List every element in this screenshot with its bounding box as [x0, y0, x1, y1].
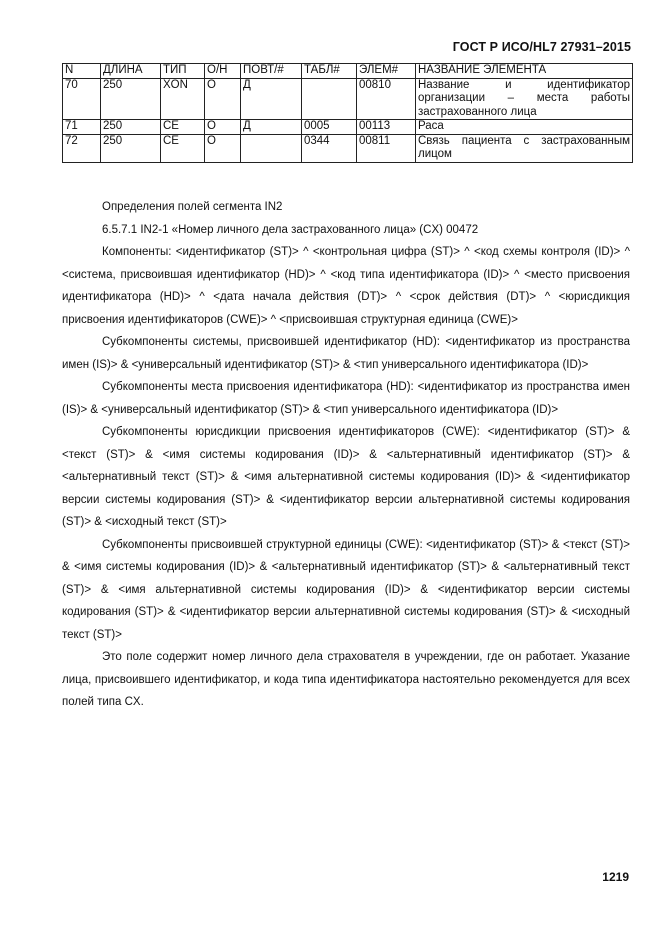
cell-element: 00113 [357, 120, 416, 135]
column-header-table: ТАБЛ# [302, 64, 357, 79]
column-header-name: НАЗВАНИЕ ЭЛЕМЕНТА [416, 64, 633, 79]
cell-on: О [205, 134, 241, 162]
cell-length: 250 [101, 120, 161, 135]
document-body [62, 196, 630, 714]
segment-fields-table [62, 63, 633, 163]
description-paragraph: Это поле содержит номер личного дела страхователя в учреждении, где он работает. Указание лица, присвоившего идентификатор, и кода типа идентификатора настоятельно рекомендуется для всех полей типа CX. [62, 651, 630, 708]
table-row [63, 134, 633, 162]
column-header-type: ТИП [161, 64, 205, 79]
column-header-n: N [63, 64, 101, 79]
cell-repeat [241, 134, 302, 162]
cell-element: 00811 [357, 134, 416, 162]
cell-table [302, 78, 357, 120]
cell-type: CE [161, 120, 205, 135]
table-row [63, 120, 633, 135]
cell-table: 0344 [302, 134, 357, 162]
components-paragraph: Компоненты: <идентификатор (ST)> ^ <контрольная цифра (ST)> ^ <код схемы контроля (ID)> ^ <система, присвоившая идентификатор (HD)> ^ <код типа идентификатора (ID)> ^ <место присвоения идентификатора (HD)> ^ <дата начала действия (DT)> ^ <срок действия (DT)> ^ <юрисдикция присвоения идентификаторов (CWE)> ^ <присвоившая структурная единица (CWE)> [62, 246, 630, 326]
cell-element: 00810 [357, 78, 416, 120]
cell-repeat: Д [241, 78, 302, 120]
subcomponents-unit-paragraph: Субкомпоненты присвоившей структурной единицы (CWE): <идентификатор (ST)> & <текст (ST)> & <имя системы кодирования (ID)> & <альтернативный идентификатор (ST)> & <альтернативный текст (ST)> & <имя альтернативной системы кодирования (ID)> & <идентификатор версии системы кодирования (ST)> & <идентификатор версии альтернативной системы кодирования (ST)> & <исходный текст (ST)> [62, 538, 630, 641]
column-header-repeat: ПОВТ/# [241, 64, 302, 79]
table-row [63, 78, 633, 120]
field-title: 6.5.7.1 IN2-1 «Номер личного дела застрахованного лица» (CX) 00472 [102, 223, 479, 236]
cell-name: Раса [416, 120, 633, 135]
cell-name: Название и идентификатор организации – места работы застрахованного лица [416, 78, 633, 120]
cell-length: 250 [101, 134, 161, 162]
cell-type: XON [161, 78, 205, 120]
cell-length: 250 [101, 78, 161, 120]
cell-table: 0005 [302, 120, 357, 135]
section-title: Определения полей сегмента IN2 [102, 201, 283, 213]
cell-repeat: Д [241, 120, 302, 135]
column-header-element: ЭЛЕМ# [357, 64, 416, 79]
cell-type: CE [161, 134, 205, 162]
page-number: 1219 [602, 870, 629, 884]
cell-n: 71 [63, 120, 101, 135]
document-header: ГОСТ Р ИСО/HL7 27931–2015 [452, 40, 631, 54]
column-header-length: ДЛИНА [101, 64, 161, 79]
cell-n: 72 [63, 134, 101, 162]
table-header-row [63, 64, 633, 79]
column-header-on: О/Н [205, 64, 241, 79]
cell-name: Связь пациента с застрахованным лицом [416, 134, 633, 162]
subcomponents-jurisdiction-paragraph: Субкомпоненты юрисдикции присвоения идентификаторов (CWE): <идентификатор (ST)> & <текст (ST)> & <имя системы кодирования (ID)> & <альтернативный идентификатор (ST)> & <альтернативный текст (ST)> & <имя альтернативной системы кодирования (ID)> & <идентификатор версии системы кодирования (ST)> & <идентификатор версии альтернативной системы кодирования (ST)> & <исходный текст (ST)> [62, 426, 630, 528]
cell-n: 70 [63, 78, 101, 120]
cell-on: О [205, 78, 241, 120]
subcomponents-place-paragraph: Субкомпоненты места присвоения идентификатора (HD): <идентификатор из пространства имен (IS)> & <универсальный идентификатор (ST)> & <тип универсального идентификатора (ID)> [62, 381, 630, 416]
subcomponents-system-paragraph: Субкомпоненты системы, присвоившей идентификатор (HD): <идентификатор из пространства имен (IS)> & <универсальный идентификатор (ST)> & <тип универсального идентификатора (ID)> [62, 336, 630, 371]
cell-on: О [205, 120, 241, 135]
